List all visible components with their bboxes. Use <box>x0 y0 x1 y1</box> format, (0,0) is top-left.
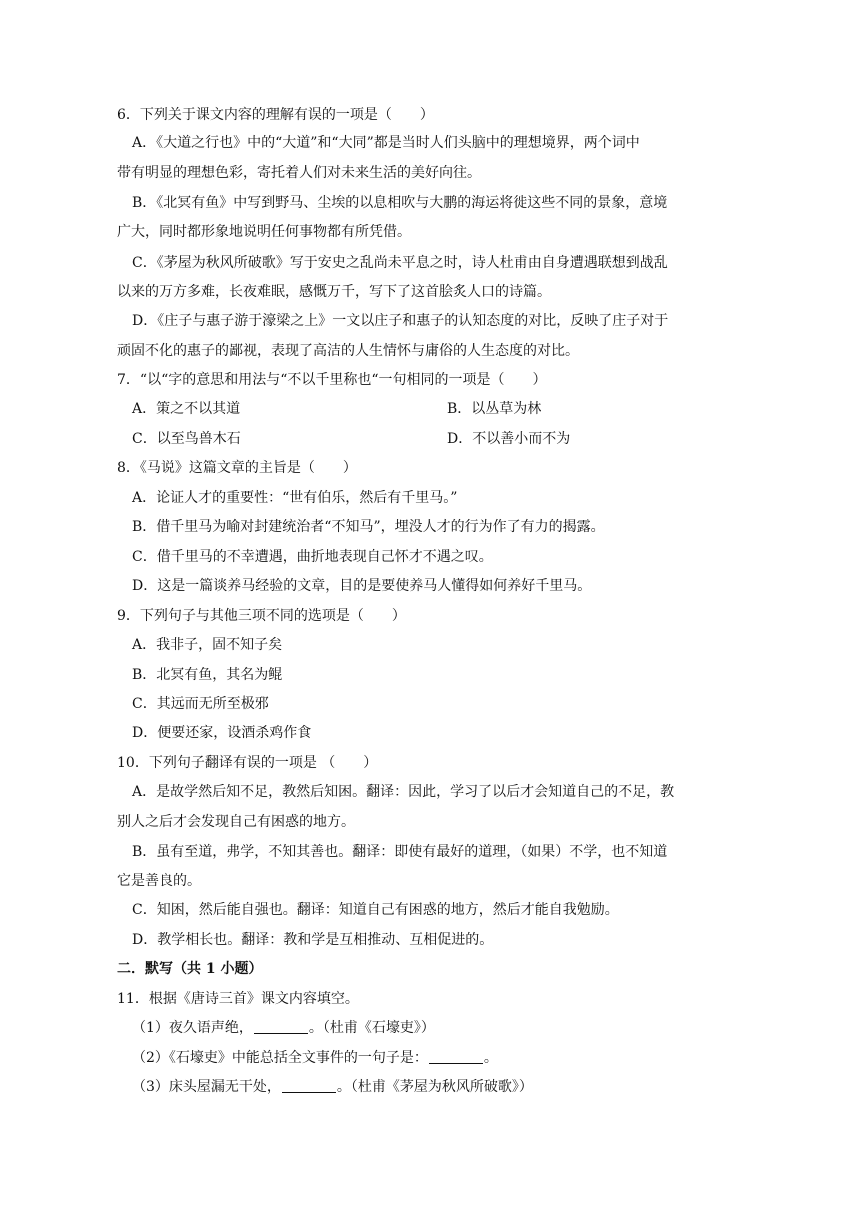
q11-item-3-before: （3）床头屋漏无干处， <box>132 1079 281 1095</box>
q6-option-c-line2: 以来的万方多难，长夜难眠，感慨万千，写下了这首脍炙人口的诗篇。 <box>117 284 551 300</box>
section-2-heading: 二．默写（共 1 小题） <box>117 961 263 977</box>
q8-option-d: D．这是一篇谈养马经验的文章，目的是要使养马人懂得如何养好千里马。 <box>132 578 592 594</box>
answer-blank[interactable] <box>282 1078 336 1093</box>
q11-item-2-after: 。 <box>483 1050 498 1066</box>
answer-blank[interactable] <box>254 1019 308 1034</box>
question-7-stem: 7．“以“字的意思和用法与“不以千里称也“一句相同的一项是（ ） <box>117 372 547 388</box>
q11-item-1-before: （1）夜久语声绝， <box>132 1020 253 1036</box>
q8-option-c: C．借千里马的不幸遭遇，曲折地表现自己怀才不遇之叹。 <box>132 549 493 565</box>
q11-item-2-before: （2）《石壕吏》中能总括全文事件的一句子是： <box>132 1050 428 1066</box>
q7-option-d: D．不以善小而不为 <box>447 431 571 447</box>
q10-option-c: C．知困，然后能自强也。翻译：知道自己有困惑的地方，然后才能自我勉励。 <box>132 902 619 918</box>
q8-option-b: B．借千里马为喻对封建统治者“不知马”，埋没人才的行为作了有力的揭露。 <box>132 519 605 535</box>
q11-item-3 <box>132 1077 533 1097</box>
q6-option-b-line2: 广大，同时都形象地说明任何事物都有所凭借。 <box>117 224 411 240</box>
q6-option-d-line1: D．《庄子与惠子游于濠梁之上》一文以庄子和惠子的认知态度的对比，反映了庄子对于 <box>132 313 669 329</box>
q7-option-a: A．策之不以其道 <box>132 401 241 417</box>
answer-blank[interactable] <box>429 1049 483 1064</box>
q10-option-b-line2: 它是善良的。 <box>117 873 201 889</box>
question-9-stem: 9．下列句子与其他三项不同的选项是（ ） <box>117 608 406 624</box>
q11-item-3-after: 。（杜甫《茅屋为秋风所破歌》） <box>336 1079 533 1095</box>
q10-option-a-line2: 别人之后才会发现自己有困惑的地方。 <box>117 814 355 830</box>
q11-item-2 <box>132 1048 498 1068</box>
q7-option-b: B．以丛草为林 <box>447 401 542 417</box>
q11-item-1-after: 。（杜甫《石壕吏》） <box>308 1020 435 1036</box>
q9-option-a: A．我非子，固不知子矣 <box>132 637 283 653</box>
q10-option-b-line1: B．虽有至道，弗学，不知其善也。翻译：即使有最好的道理，（如果）不学，也不知道 <box>132 844 668 860</box>
q10-option-d: D．教学相长也。翻译：教和学是互相推动、互相促进的。 <box>132 932 494 948</box>
q6-option-c-line1: C．《茅屋为秋风所破歌》写于安史之乱尚未平息之时，诗人杜甫由自身遭遇联想到战乱 <box>132 255 668 271</box>
question-6-stem: 6．下列关于课文内容的理解有误的一项是（ ） <box>117 107 434 123</box>
question-10-stem: 10．下列句子翻译有误的一项是 （ ） <box>117 755 378 771</box>
q6-option-a-line2: 带有明显的理想色彩，寄托着人们对未来生活的美好向往。 <box>117 165 481 181</box>
q6-option-d-line2: 顽固不化的惠子的鄙视，表现了高洁的人生情怀与庸俗的人生态度的对比。 <box>117 343 579 359</box>
question-11-stem: 11．根据《唐诗三首》课文内容填空。 <box>117 991 359 1007</box>
q10-option-a-line1: A．是故学然后知不足，教然后知困。翻译：因此，学习了以后才会知道自己的不足，教 <box>132 784 675 800</box>
question-8-stem: 8．《马说》这篇文章的主旨是（ ） <box>117 460 357 476</box>
q11-item-1 <box>132 1018 435 1038</box>
q9-option-b: B．北冥有鱼，其名为鲲 <box>132 667 283 683</box>
q6-option-a-line1: A．《大道之行也》中的“大道”和“大同”都是当时人们头脑中的理想境界，两个词中 <box>132 135 640 151</box>
q8-option-a: A．论证人才的重要性：“世有伯乐，然后有千里马。” <box>132 490 458 506</box>
q7-option-c: C．以至鸟兽木石 <box>132 431 241 447</box>
q9-option-d: D．便要还家，设酒杀鸡作食 <box>132 725 312 741</box>
q9-option-c: C．其远而无所至极邪 <box>132 696 269 712</box>
q6-option-b-line1: B．《北冥有鱼》中写到野马、尘埃的以息相吹与大鹏的海运将徙这些不同的景象，意境 <box>132 195 668 211</box>
